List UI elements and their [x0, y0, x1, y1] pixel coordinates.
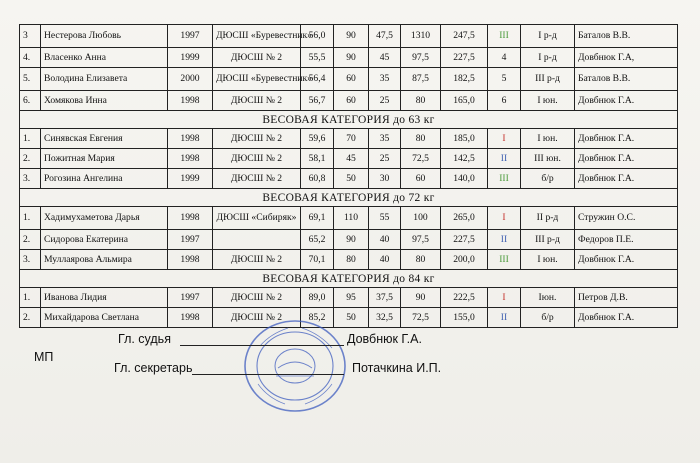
cell-place: 4	[488, 48, 521, 68]
cell-place: III	[488, 250, 521, 270]
cell-snatch: 50	[334, 169, 369, 189]
cell-weight: 56,7	[301, 91, 334, 111]
cell-total: 142,5	[441, 149, 488, 169]
judge-label: Гл. судья	[118, 332, 171, 346]
cell-weight: 58,1	[301, 149, 334, 169]
cell-total: 155,0	[441, 308, 488, 328]
cell-coach: Баталов В.В.	[575, 25, 678, 48]
cell-num: 3.	[20, 250, 41, 270]
cell-name: Володина Елизавета	[41, 68, 168, 91]
weight-category-header	[20, 270, 678, 288]
table-row	[20, 25, 678, 48]
table-row	[20, 91, 678, 111]
cell-total: 185,0	[441, 129, 488, 149]
cell-rank: II р-д	[521, 207, 575, 230]
cell-coach: Баталов В.В.	[575, 68, 678, 91]
cell-weight: 56,4	[301, 68, 334, 91]
cell-total: 227,5	[441, 48, 488, 68]
cell-snatch: 90	[334, 230, 369, 250]
cell-weight: 59,6	[301, 129, 334, 149]
weight-category-title: ВЕСОВАЯ КАТЕГОРИЯ до 63 кг	[20, 111, 678, 129]
cell-total: 182,5	[441, 68, 488, 91]
cell-r1: 30	[369, 169, 401, 189]
cell-num: 1.	[20, 129, 41, 149]
judge-signature-line	[180, 345, 344, 346]
cell-r1: 37,5	[369, 288, 401, 308]
judge-name: Довбнюк Г.А.	[347, 332, 422, 346]
cell-r1: 25	[369, 91, 401, 111]
cell-snatch: 90	[334, 48, 369, 68]
cell-year: 1998	[168, 308, 213, 328]
results-table	[19, 24, 678, 328]
cell-year: 1998	[168, 129, 213, 149]
table-row	[20, 149, 678, 169]
cell-coach: Довбнюк Г.А.	[575, 149, 678, 169]
cell-snatch: 70	[334, 129, 369, 149]
cell-club: ДЮСШ «Буревестник»	[213, 25, 301, 48]
cell-total: 140,0	[441, 169, 488, 189]
cell-r1: 35	[369, 68, 401, 91]
cell-snatch: 110	[334, 207, 369, 230]
cell-place: 5	[488, 68, 521, 91]
cell-num: 2.	[20, 230, 41, 250]
table-row	[20, 230, 678, 250]
table-row	[20, 288, 678, 308]
cell-place: III	[488, 169, 521, 189]
cell-weight: 65,2	[301, 230, 334, 250]
cell-num: 1.	[20, 207, 41, 230]
cell-rank: I р-д	[521, 25, 575, 48]
cell-snatch: 80	[334, 250, 369, 270]
cell-r2: 90	[401, 288, 441, 308]
mp-label: МП	[34, 350, 54, 364]
cell-name: Синявская Евгения	[41, 129, 168, 149]
cell-rank: III р-д	[521, 68, 575, 91]
cell-total: 227,5	[441, 230, 488, 250]
cell-name: Нестерова Любовь	[41, 25, 168, 48]
cell-name: Пожитная Мария	[41, 149, 168, 169]
cell-num: 4.	[20, 48, 41, 68]
cell-name: Сидорова Екатерина	[41, 230, 168, 250]
cell-num: 2.	[20, 308, 41, 328]
cell-num: 3	[20, 25, 41, 48]
cell-rank: б/р	[521, 169, 575, 189]
cell-year: 1999	[168, 48, 213, 68]
cell-snatch: 60	[334, 68, 369, 91]
stamp-seal	[240, 316, 350, 416]
cell-r2: 87,5	[401, 68, 441, 91]
cell-club: ДЮСШ № 2	[213, 250, 301, 270]
cell-year: 2000	[168, 68, 213, 91]
cell-r1: 55	[369, 207, 401, 230]
cell-r1: 32,5	[369, 308, 401, 328]
cell-r2: 97,5	[401, 48, 441, 68]
cell-club: ДЮСШ «Сибиряк»	[213, 207, 301, 230]
cell-snatch: 45	[334, 149, 369, 169]
cell-year: 1999	[168, 169, 213, 189]
cell-r2: 1310	[401, 25, 441, 48]
cell-weight: 56,0	[301, 25, 334, 48]
cell-r2: 60	[401, 169, 441, 189]
cell-r2: 97,5	[401, 230, 441, 250]
cell-club: ДЮСШ № 2	[213, 288, 301, 308]
cell-coach: Довбнюк Г.А.	[575, 91, 678, 111]
cell-name: Михайдарова Светлана	[41, 308, 168, 328]
table-row	[20, 207, 678, 230]
cell-coach: Стружин О.С.	[575, 207, 678, 230]
cell-weight: 85,2	[301, 308, 334, 328]
cell-rank: б/р	[521, 308, 575, 328]
cell-name: Рогозина Ангелина	[41, 169, 168, 189]
cell-num: 5.	[20, 68, 41, 91]
cell-total: 247,5	[441, 25, 488, 48]
cell-r2: 80	[401, 129, 441, 149]
cell-weight: 89,0	[301, 288, 334, 308]
cell-r1: 25	[369, 149, 401, 169]
cell-r2: 72,5	[401, 149, 441, 169]
cell-rank: III р-д	[521, 230, 575, 250]
cell-r2: 80	[401, 250, 441, 270]
table-row	[20, 250, 678, 270]
cell-name: Хомякова Инна	[41, 91, 168, 111]
cell-weight: 69,1	[301, 207, 334, 230]
weight-category-title: ВЕСОВАЯ КАТЕГОРИЯ до 72 кг	[20, 189, 678, 207]
cell-weight: 60,8	[301, 169, 334, 189]
cell-club	[213, 230, 301, 250]
table-row	[20, 169, 678, 189]
cell-name: Муллаярова Альмира	[41, 250, 168, 270]
weight-category-header	[20, 189, 678, 207]
cell-place: II	[488, 230, 521, 250]
cell-club: ДЮСШ № 2	[213, 91, 301, 111]
cell-place: III	[488, 25, 521, 48]
cell-year: 1997	[168, 288, 213, 308]
cell-place: II	[488, 308, 521, 328]
weight-category-header	[20, 111, 678, 129]
cell-num: 3.	[20, 169, 41, 189]
cell-snatch: 50	[334, 308, 369, 328]
cell-club: ДЮСШ «Буревестник»	[213, 68, 301, 91]
cell-year: 1998	[168, 250, 213, 270]
cell-club: ДЮСШ № 2	[213, 48, 301, 68]
cell-rank: I юн.	[521, 91, 575, 111]
cell-r1: 45	[369, 48, 401, 68]
cell-year: 1998	[168, 207, 213, 230]
cell-weight: 70,1	[301, 250, 334, 270]
cell-club: ДЮСШ № 2	[213, 149, 301, 169]
cell-rank: Iюн.	[521, 288, 575, 308]
table-row	[20, 48, 678, 68]
cell-num: 6.	[20, 91, 41, 111]
cell-r2: 80	[401, 91, 441, 111]
table-row	[20, 129, 678, 149]
cell-rank: I юн.	[521, 129, 575, 149]
cell-total: 200,0	[441, 250, 488, 270]
cell-r2: 72,5	[401, 308, 441, 328]
cell-place: 6	[488, 91, 521, 111]
cell-coach: Довбнюк Г.А.	[575, 250, 678, 270]
cell-snatch: 95	[334, 288, 369, 308]
cell-club: ДЮСШ № 2	[213, 129, 301, 149]
cell-coach: Федоров П.Е.	[575, 230, 678, 250]
cell-club: ДЮСШ № 2	[213, 169, 301, 189]
cell-num: 2.	[20, 149, 41, 169]
cell-r1: 40	[369, 230, 401, 250]
table-row	[20, 68, 678, 91]
cell-rank: I р-д	[521, 48, 575, 68]
cell-year: 1997	[168, 25, 213, 48]
cell-coach: Довбнюк Г.А.	[575, 169, 678, 189]
cell-year: 1997	[168, 230, 213, 250]
cell-snatch: 60	[334, 91, 369, 111]
cell-coach: Довбнюк Г.А.	[575, 129, 678, 149]
cell-weight: 55,5	[301, 48, 334, 68]
cell-place: I	[488, 288, 521, 308]
cell-r2: 100	[401, 207, 441, 230]
cell-name: Власенко Анна	[41, 48, 168, 68]
cell-coach: Довбнюк Г.А,	[575, 48, 678, 68]
cell-r1: 47,5	[369, 25, 401, 48]
cell-snatch: 90	[334, 25, 369, 48]
cell-year: 1998	[168, 149, 213, 169]
cell-club: ДЮСШ № 2	[213, 308, 301, 328]
secretary-signature-line	[192, 374, 344, 375]
cell-num: 1.	[20, 288, 41, 308]
cell-r1: 40	[369, 250, 401, 270]
cell-coach: Довбнюк Г.А.	[575, 308, 678, 328]
cell-total: 265,0	[441, 207, 488, 230]
secretary-label: Гл. секретарь	[114, 361, 193, 375]
cell-place: I	[488, 129, 521, 149]
cell-r1: 35	[369, 129, 401, 149]
cell-total: 222,5	[441, 288, 488, 308]
cell-name: Хадимухаметова Дарья	[41, 207, 168, 230]
cell-rank: III юн.	[521, 149, 575, 169]
secretary-name: Потачкина И.П.	[352, 361, 442, 375]
cell-name: Иванова Лидия	[41, 288, 168, 308]
cell-place: II	[488, 149, 521, 169]
cell-place: I	[488, 207, 521, 230]
cell-year: 1998	[168, 91, 213, 111]
cell-coach: Петров Д.В.	[575, 288, 678, 308]
cell-rank: I юн.	[521, 250, 575, 270]
cell-total: 165,0	[441, 91, 488, 111]
weight-category-title: ВЕСОВАЯ КАТЕГОРИЯ до 84 кг	[20, 270, 678, 288]
